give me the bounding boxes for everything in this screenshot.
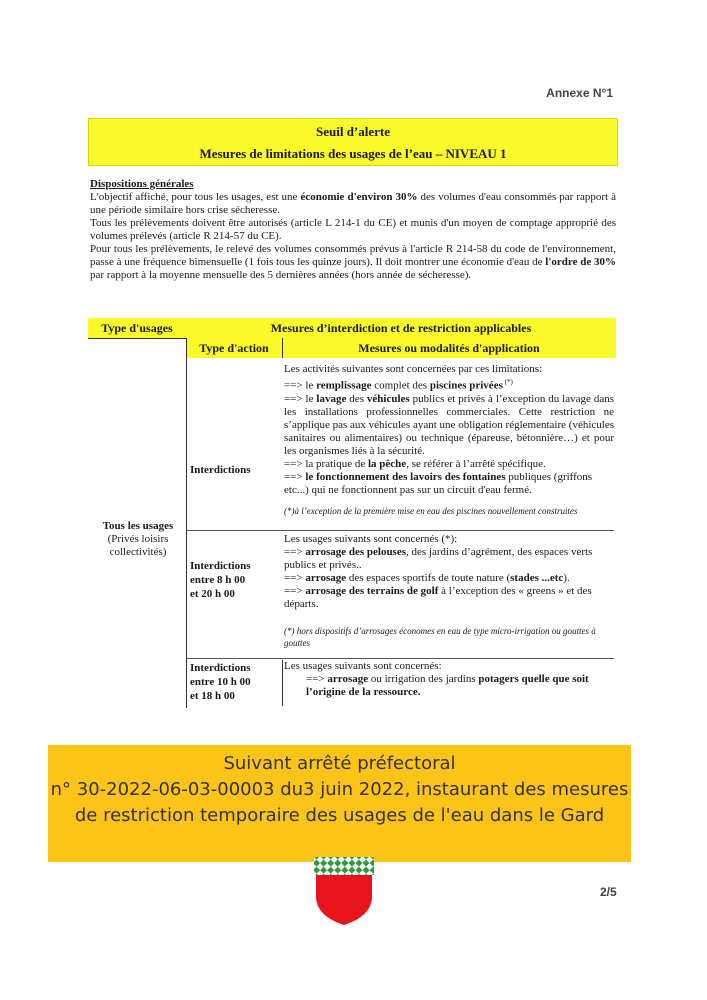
text: ==> [284,585,306,597]
row2-modalities [284,533,614,649]
header-measures: Mesures d’interdiction et de restriction applicables [270,320,532,335]
row2-action-line: et 20 h 00 [190,588,235,600]
general-paragraph-3 [90,243,616,282]
row3-line-1 [284,673,614,699]
text-bold: arrosage [305,572,347,584]
row2-line-2 [284,572,614,585]
text-bold: la pêche [367,457,407,470]
row3-action-line: entre 10 h 00 [190,676,251,688]
alert-subtitle: Mesures de limitations des usages de l’eau – NIVEAU 1 [199,146,507,161]
general-provisions [90,178,616,282]
usage-sub: (Privés loisirs collectivités) [107,533,169,558]
general-paragraph-1 [90,191,616,217]
table-line [282,338,283,358]
row2-line-1 [284,546,614,572]
text: des volumes d'eau consommés par rapport à une période similaire hors crise sécheresse. [90,191,616,216]
text: à l’exception des « greens » et des départs. [284,585,592,610]
row1-line-2 [284,393,614,458]
text: publiques (griffons etc...) qui ne fonctionnent pas sur un circuit d'eau fermé. [284,470,593,496]
header-action-type: Type d'action [199,340,269,355]
text-bold: véhicules [366,392,410,405]
row1-line-4 [284,471,614,497]
text-bold: potagers quelle que soit l’origine de la ressource. [306,673,589,698]
page-number: 2/5 [600,885,617,899]
row3-modalities [284,660,614,699]
row3-action-line: Interdictions [190,662,251,674]
text-bold: arrosage [327,673,369,685]
text: , des jardins d’agrément, des espaces verts publics et privés.. [284,546,593,571]
row1-line-1 [284,376,614,393]
banner-line-1: Suivant arrêté préfectoral [223,753,456,774]
header-usage-type: Type d'usages [101,320,173,335]
prefectoral-order-banner [48,745,631,862]
gard-coat-of-arms-icon [313,856,375,926]
text: ==> [306,673,328,685]
table-line [186,338,187,708]
usage-cell [90,520,186,559]
text-bold: remplissage [316,379,372,392]
banner-line-3: de restriction temporaire des usages de l'eau dans le Gard [74,805,605,826]
text: ==> le [284,392,317,405]
row1-action: Interdictions [190,464,251,476]
row2-note: (*) hors dispositifs d’arrosages économes en eau de type micro-irrigation ou gouttes à gouttes [284,626,596,648]
row2-action-line: Interdictions [190,560,251,572]
general-paragraph-2: Tous les prélèvements doivent être autorisés (article L 214-1 du CE) et munis d'un moyen de comptage approprié des volumes prélevés (article R 214-57 du CE). [90,217,616,242]
row1-modalities [284,363,614,517]
text: complet des [371,379,430,392]
text-bold: économie d'environ 30% [300,191,418,203]
row2-action-line: entre 8 h 00 [190,574,246,586]
row1-line-3 [284,458,614,471]
text-bold: stades ...etc [510,572,564,584]
text: publics et privés à l’exception du lavage dans les installations professionnelles commerciales. Cette restriction ne s’applique pas aux véhicules ayant une obligation réglementaire (véhicules sanitaires ou alimentaires) ou technique (épareuse, bétonnière…) et pour les organismes liés à la sécurité. [284,392,614,457]
row3-action-line: et 18 h 00 [190,690,235,702]
text-bold: le fonctionnement des lavoirs des fontaines [305,470,506,483]
footnote-mark: (*) [502,378,513,386]
text-bold: arrosage des terrains de golf [305,585,439,597]
text-bold: piscines privées [429,379,503,392]
row1-intro: Les activités suivantes sont concernées par ces limitations: [284,363,543,375]
text: ==> [284,546,306,558]
row2-intro: Les usages suivants sont concernés (*): [284,533,458,545]
row2-line-3 [284,585,614,611]
alert-title: Seuil d’alerte [315,124,390,139]
text-bold: l'ordre de 30% [545,256,616,268]
text: Pour tous les prélèvements, le relevé des volumes consommés prévus à l'article R 214-58 du code de l'environnement, passe à une fréquence bimensuelle (1 fois tous les quinze jours). Il doit montrer une économie d'eau de [90,243,616,268]
general-heading: Dispositions générales [90,178,194,190]
header-modalities: Mesures ou modalités d'application [358,340,540,355]
text: ). [563,572,570,584]
text: ==> [284,470,306,483]
table-line [88,338,186,339]
text: des [346,392,367,405]
usage-main: Tous les usages [102,520,174,532]
row3-intro: Les usages suivants sont concernés: [284,660,442,672]
text: ou irrigation des jardins [368,673,479,685]
text: par rapport à la moyenne mensuelle des 5 dernières années (hors année de sécheresse). [90,269,472,281]
annex-label: Annexe N°1 [546,86,613,100]
row1-note: (*)à l’exception de la première mise en eau des piscines nouvellement construites [284,505,578,516]
text-bold: arrosage des pelouses [305,546,407,558]
text: ==> le [284,379,317,392]
text: L'objectif affiché, pour tous les usages, est une [90,191,301,203]
table-line [282,660,283,706]
text: des espaces sportifs de toute nature ( [346,572,511,584]
text-bold: lavage [316,392,347,405]
row2-action [190,559,251,601]
banner-line-2: n° 30-2022-06-03-00003 du3 juin 2022, instaurant des mesures [50,779,629,800]
text: , se référer à l’arrêté spécifique. [406,457,546,470]
alert-header [88,118,618,166]
table-line [186,658,614,659]
text: ==> la pratique de [284,457,368,470]
text: ==> [284,572,306,584]
table-line [186,530,614,531]
row3-action [190,661,251,703]
